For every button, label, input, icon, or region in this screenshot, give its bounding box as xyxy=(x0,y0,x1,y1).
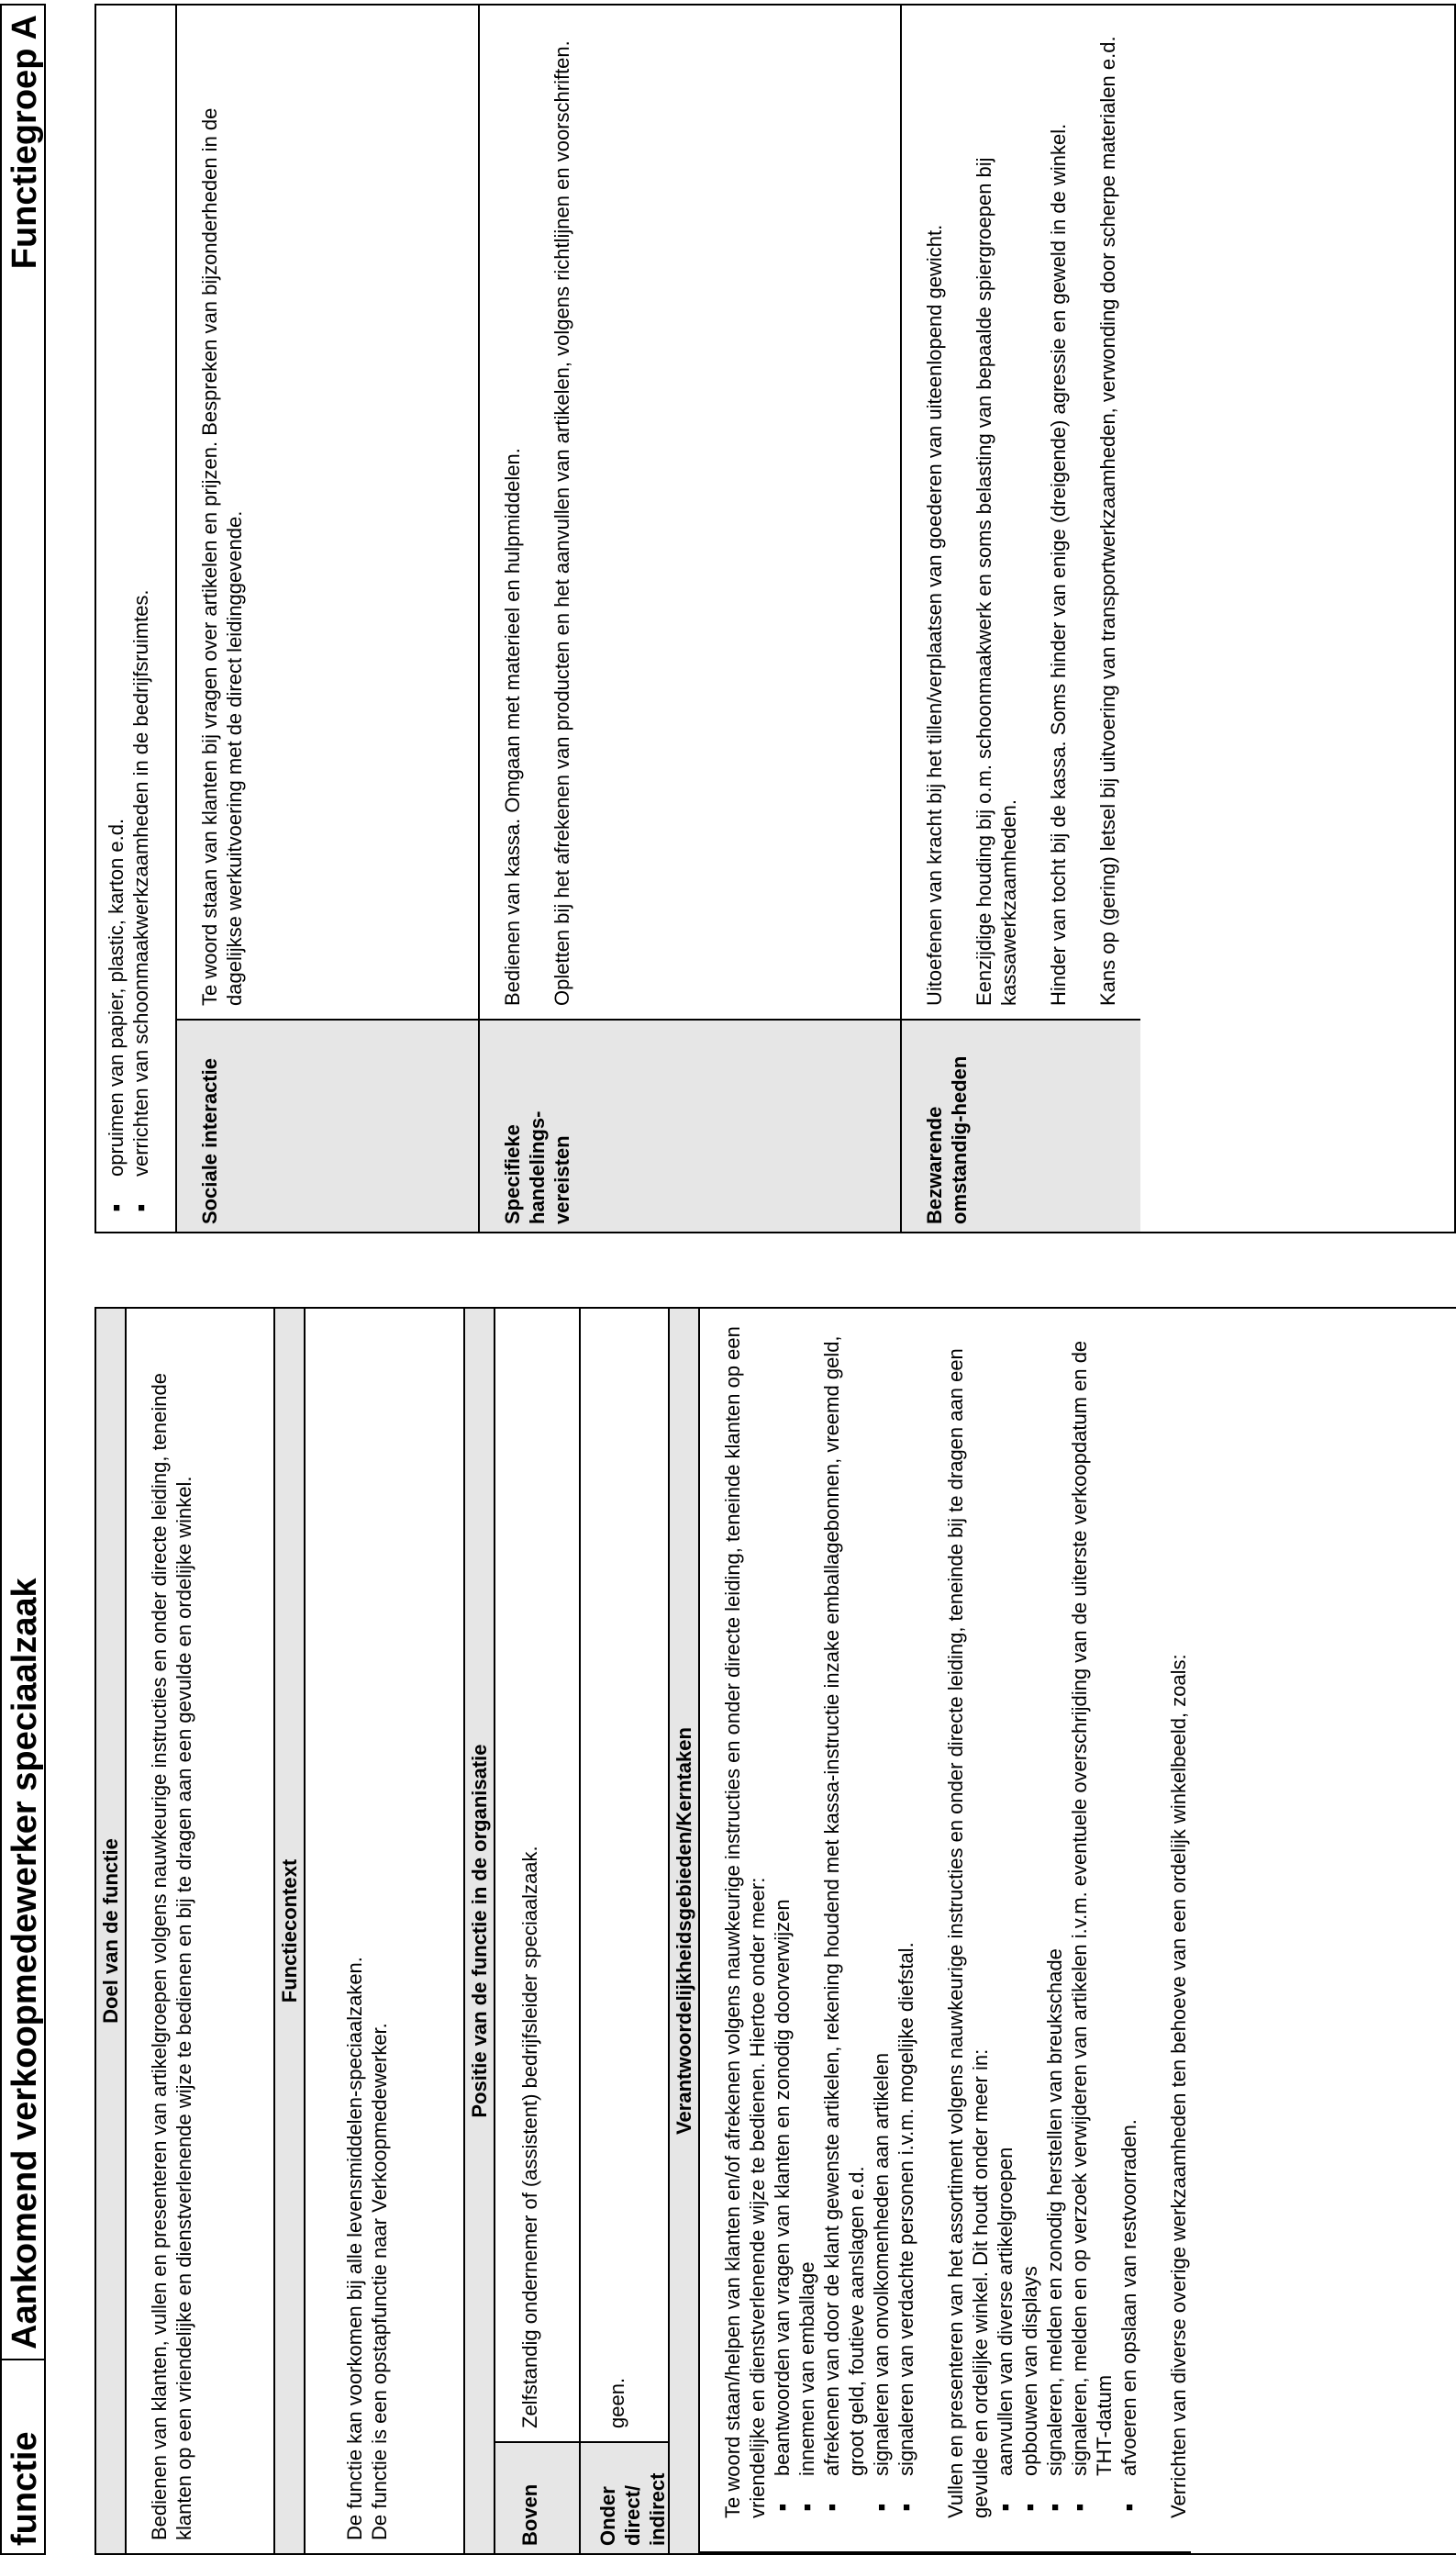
specifieke-label: Specifieke handelings-vereisten xyxy=(480,1019,900,1232)
list-item: ■ aanvullen van diverse artikelgroepen xyxy=(993,1322,1017,2518)
context-heading: Functiecontext xyxy=(273,1309,306,2553)
positie-row-onder xyxy=(581,1309,668,2553)
list-item: ■ signaleren van verdachte personen i.v.m. mogelijke diefstal. xyxy=(894,1322,918,2518)
list-item: ■ signaleren, melden en op verzoek verwijderen van artikelen i.v.m. eventuele overschrijding van de uiterste verkoopdatum en de THT-datum xyxy=(1067,1322,1117,2518)
boven-value: Zelfstandig ondernemer of (assistent) bedrijfsleider speciaalzaak. xyxy=(518,1846,541,2428)
doel-text: Bedienen van klanten, vullen en presenteren van artikelgroepen volgens nauwkeurige instructies en onder directe leiding, teneinde klanten op een vriendelijke en dienstverlenende wijze te bedienen en bij te dragen aan een gevulde en ordelijke winkel. xyxy=(148,1373,195,2540)
specifieke-p1: Bedienen van kassa. Omgaan met materieel en hulpmiddelen. xyxy=(501,448,524,1006)
list-item: ■ signaleren van onvolkomenheden aan artikelen xyxy=(869,1322,894,2518)
context-line-2: De functie is een opstapfunctie naar Verkoopmedewerker. xyxy=(368,2023,391,2540)
specifieke-body xyxy=(480,6,900,1019)
function-group: Functiegroep A xyxy=(6,15,44,270)
onder-value: geen. xyxy=(606,2377,628,2428)
positie-row-boven xyxy=(495,1309,581,2553)
kerntaken-intro-1: Te woord staan/helpen van klanten en/of afrekenen volgens nauwkeurige instructies en onder directe leiding, teneinde klanten op een vriendelijke en dienstverlenende wijze te bedienen. Hiertoe onder meer: xyxy=(721,1326,769,2518)
continued-list-block xyxy=(96,6,177,1232)
sociale-label: Sociale interactie xyxy=(177,1019,478,1232)
bezwarende-p3: Hinder van tocht bij de kassa. Soms hinder van enige (dreigende) agressie en geweld in de winkel. xyxy=(1047,123,1070,1006)
kerntaken-list-2 xyxy=(993,1322,1141,2518)
bezwarende-p1: Uitoefenen van kracht bij het tillen/verplaatsen van goederen van uiteenlopend gewicht. xyxy=(923,224,946,1006)
bezwarende-body xyxy=(902,6,1140,1019)
header-label: functie xyxy=(6,2431,44,2546)
kerntaken-list-1 xyxy=(770,1322,918,2518)
bezwarende-p2: Eenzijdige houding bij o.m. schoonmaakwerk en soms belasting van bepaalde spiergroepen bij kassawerkzaamheden. xyxy=(973,157,1020,1006)
page-title: Aankomend verkoopmedewerker speciaalzaak xyxy=(6,1578,44,2349)
continued-list xyxy=(104,18,153,1219)
boven-label: Boven xyxy=(495,2441,579,2553)
kerntaken-heading: Verantwoordelijkheidsgebieden/Kerntaken xyxy=(668,1309,700,2553)
positie-heading: Positie van de functie in de organisatie xyxy=(463,1309,495,2553)
list-item: ■ afrekenen van door de klant gewenste artikelen, rekening houdend met kassa-instructie inzake emballagebonnen, vreemd geld, groot geld, foutieve aanslagen e.d. xyxy=(819,1322,869,2518)
right-column xyxy=(94,4,1456,1233)
bezwarende-row xyxy=(902,6,1140,1232)
list-item: ■ beantwoorden van vragen van klanten en zonodig doorverwijzen xyxy=(770,1322,795,2518)
list-item: ■ signaleren, melden en zonodig herstellen van breukschade xyxy=(1042,1322,1067,2518)
context-line-1: De functie kan voorkomen bij alle levensmiddelen-speciaalzaken. xyxy=(343,1957,366,2540)
bezwarende-label: Bezwarende omstandig-heden xyxy=(902,1019,1140,1232)
header-bar xyxy=(0,4,46,2555)
list-item: ■ afvoeren en opslaan van restvoorraden. xyxy=(1117,1322,1141,2518)
kerntaken-intro-2: Vullen en presenteren van het assortiment volgens nauwkeurige instructies en onder directe leiding, teneinde bij te dragen aan een gevulde en ordelijke winkel. Dit houdt onder meer in: xyxy=(944,1348,992,2518)
list-item: ■ opbouwen van displays xyxy=(1017,1322,1042,2518)
list-item: ■ innemen van emballage xyxy=(795,1322,819,2518)
kerntaken-body xyxy=(700,1309,1191,2553)
sociale-row xyxy=(177,6,480,1232)
sociale-text: Te woord staan van klanten bij vragen over artikelen en prijzen. Bespreken van bijzonderheden in de dagelijkse werkuitvoering met de direct leidinggevende. xyxy=(198,107,246,1006)
list-item: ■ opruimen van papier, plastic, karton e.d. xyxy=(104,18,128,1219)
kerntaken-intro-3: Verrichten van diverse overige werkzaamheden ten behoeve van een ordelijk winkelbeeld, zoals: xyxy=(1167,1654,1190,2518)
context-body xyxy=(306,1309,463,2553)
bezwarende-p4: Kans op (gering) letsel bij uitvoering van transportwerkzaamheden, verwonding door scherpe materialen e.d. xyxy=(1096,36,1119,1006)
header-divider xyxy=(2,2359,44,2360)
specifieke-row xyxy=(480,6,902,1232)
onder-label: Onder direct/ indirect xyxy=(581,2441,668,2553)
list-item: ■ verrichten van schoonmaakwerkzaamheden in de bedrijfsruimtes. xyxy=(128,18,153,1219)
specifieke-p2: Opletten bij het afrekenen van producten en het aanvullen van artikelen, volgens richtlijnen en voorschriften. xyxy=(550,40,573,1006)
left-column xyxy=(94,1307,1456,2555)
doel-heading: Doel van de functie xyxy=(96,1309,127,2553)
